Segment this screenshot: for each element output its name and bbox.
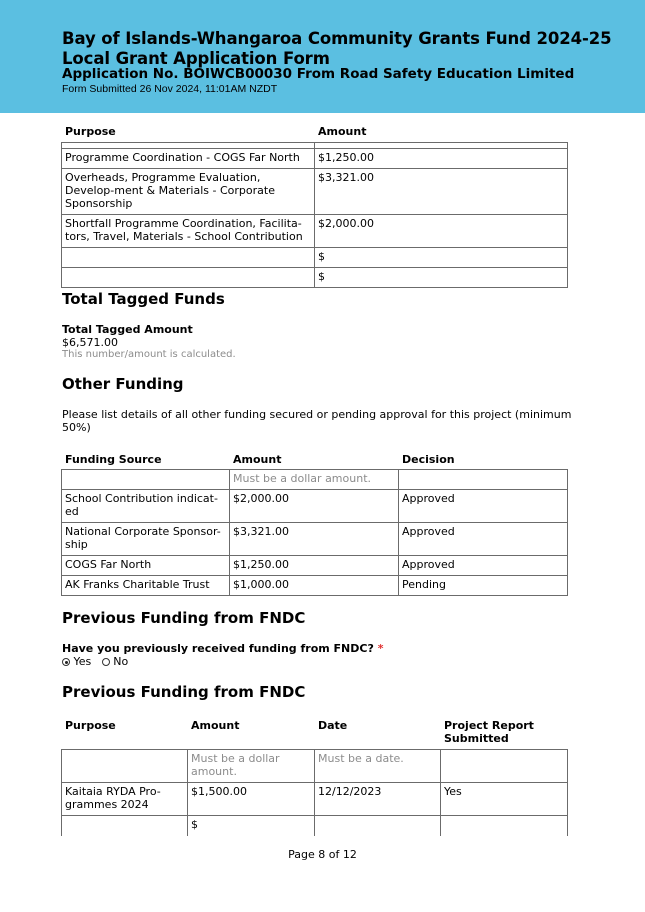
funding-source-cell[interactable] [62, 470, 230, 490]
other-funding-title: Other Funding [62, 375, 184, 393]
funding-amount-cell[interactable]: $3,321.00 [230, 523, 399, 556]
previous-funding-question [62, 642, 383, 655]
funding-decision-cell[interactable]: Pending [399, 576, 568, 596]
submission-date: Form Submitted 26 Nov 2024, 11:01AM NZDT [62, 83, 278, 95]
total-tagged-value: $6,571.00 [62, 336, 118, 349]
prev-date-cell[interactable]: 12/12/2023 [315, 783, 441, 816]
funding-source-cell[interactable]: School Contribution indicat-ed [62, 490, 230, 523]
table-row [62, 816, 568, 836]
budget-amount-cell[interactable]: $3,321.00 [315, 169, 568, 215]
calculated-note: This number/amount is calculated. [62, 349, 236, 360]
budget-amount-cell[interactable]: $1,250.00 [315, 149, 568, 169]
funding-source-cell[interactable]: AK Franks Charitable Trust [62, 576, 230, 596]
table-row [62, 470, 568, 490]
table-row [62, 268, 568, 288]
budget-purpose-cell[interactable]: Programme Coordination - COGS Far North [62, 149, 315, 169]
funding-header-decision: Decision [402, 453, 455, 466]
prev-date-cell[interactable] [315, 816, 441, 836]
budget-header-amount: Amount [318, 125, 367, 138]
no-label: No [113, 655, 129, 668]
table-row [62, 169, 568, 215]
budget-header-purpose: Purpose [65, 125, 116, 138]
prev-purpose-cell[interactable] [62, 750, 188, 783]
no-radio[interactable] [102, 658, 110, 666]
page-number: Page 8 of 12 [288, 848, 357, 861]
prev-date-input[interactable]: Must be a date. [315, 750, 441, 783]
other-funding-description: Please list details of all other funding secured or pending approval for this project (minimum 50%) [62, 408, 572, 434]
yes-label: Yes [73, 655, 92, 668]
prev-header-report: Project Report Submitted [444, 719, 534, 745]
table-row [62, 556, 568, 576]
table-row [62, 248, 568, 268]
form-title: Bay of Islands-Whangaroa Community Grants Fund 2024-25 Local Grant Application Form [62, 29, 612, 68]
budget-amount-cell[interactable]: $ [315, 268, 568, 288]
budget-purpose-cell[interactable]: Shortfall Programme Coordination, Facilita-tors, Travel, Materials - School Contribution [62, 215, 315, 248]
prev-header-amount: Amount [191, 719, 240, 732]
prev-purpose-cell[interactable]: Kaitaia RYDA Pro-grammes 2024 [62, 783, 188, 816]
previous-funding-table [61, 749, 568, 836]
funding-decision-cell[interactable]: Approved [399, 490, 568, 523]
prev-report-cell[interactable]: Yes [441, 783, 568, 816]
funding-source-cell[interactable]: COGS Far North [62, 556, 230, 576]
budget-purpose-cell[interactable] [62, 248, 315, 268]
previous-funding-options [62, 655, 128, 668]
funding-amount-input[interactable]: Must be a dollar amount. [230, 470, 399, 490]
table-row [62, 523, 568, 556]
prev-purpose-cell[interactable] [62, 816, 188, 836]
funding-header-amount: Amount [233, 453, 282, 466]
prev-amount-input[interactable]: Must be a dollar amount. [188, 750, 315, 783]
table-row [62, 750, 568, 783]
table-row [62, 149, 568, 169]
funding-decision-cell[interactable]: Approved [399, 523, 568, 556]
funding-amount-cell[interactable]: $2,000.00 [230, 490, 399, 523]
previous-funding-table-title: Previous Funding from FNDC [62, 683, 306, 701]
budget-purpose-cell[interactable] [62, 268, 315, 288]
total-tagged-label: Total Tagged Amount [62, 323, 193, 336]
prev-header-purpose: Purpose [65, 719, 116, 732]
budget-purpose-cell[interactable]: Overheads, Programme Evaluation, Develop-ment & Materials - Corporate Sponsorship [62, 169, 315, 215]
total-tagged-title: Total Tagged Funds [62, 290, 225, 308]
prev-amount-cell[interactable]: $ [188, 816, 315, 836]
required-marker: * [377, 642, 384, 655]
funding-header-source: Funding Source [65, 453, 162, 466]
budget-amount-cell[interactable]: $2,000.00 [315, 215, 568, 248]
table-row [62, 576, 568, 596]
funding-amount-cell[interactable]: $1,250.00 [230, 556, 399, 576]
table-row [62, 215, 568, 248]
budget-table [61, 142, 568, 288]
prev-header-date: Date [318, 719, 348, 732]
prev-report-cell[interactable] [441, 816, 568, 836]
table-row [62, 490, 568, 523]
funding-decision-cell[interactable]: Approved [399, 556, 568, 576]
funding-amount-cell[interactable]: $1,000.00 [230, 576, 399, 596]
budget-amount-cell[interactable]: $ [315, 248, 568, 268]
yes-radio[interactable] [62, 658, 70, 666]
prev-amount-cell[interactable]: $1,500.00 [188, 783, 315, 816]
prev-report-cell[interactable] [441, 750, 568, 783]
question-text: Have you previously received funding from FNDC? [62, 642, 374, 655]
application-number: Application No. BOIWCB00030 From Road Safety Education Limited [62, 66, 575, 82]
funding-decision-cell[interactable] [399, 470, 568, 490]
previous-funding-title: Previous Funding from FNDC [62, 609, 306, 627]
funding-source-cell[interactable]: National Corporate Sponsor-ship [62, 523, 230, 556]
other-funding-table [61, 469, 568, 596]
form-header [0, 0, 645, 113]
table-row [62, 783, 568, 816]
